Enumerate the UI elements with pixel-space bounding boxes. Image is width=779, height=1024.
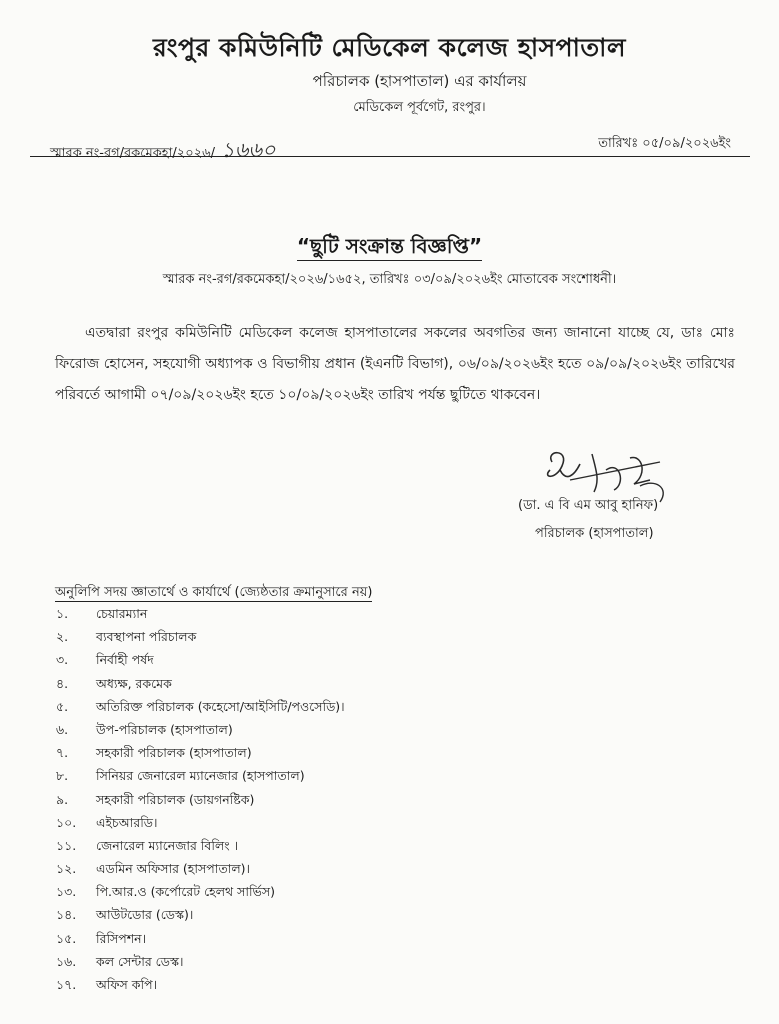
list-item-number: ৫.: [56, 698, 69, 714]
list-item: [56, 977, 345, 1000]
list-item-number: ১২.: [56, 861, 77, 877]
list-item: [56, 838, 345, 861]
list-item-text: অফিস কপি।: [96, 977, 158, 992]
list-item: [56, 699, 345, 722]
list-item-number: ১০.: [56, 814, 77, 830]
list-item-text: সিনিয়র জেনারেল ম্যানেজার (হাসপাতাল): [96, 768, 305, 784]
list-item-text: অতিরিক্ত পরিচালক (কহেসো/আইসিটি/পওসেডি)।: [96, 698, 345, 714]
list-item-number: ৪.: [56, 675, 69, 691]
list-item-number: ৬.: [56, 721, 69, 737]
list-item: [56, 907, 345, 930]
list-item-text: ব্যবস্থাপনা পরিচালক: [96, 629, 197, 645]
list-item-text: সহকারী পরিচালক (ডায়গনষ্টিক): [96, 791, 255, 807]
list-item-number: ৮.: [56, 768, 69, 784]
signatory-title: পরিচালক (হাসপাতাল): [535, 526, 654, 541]
list-item-text: জেনারেল ম্যানেজার বিলিং ।: [96, 837, 239, 853]
list-item: [56, 931, 345, 954]
list-item-number: ১৪.: [56, 907, 77, 923]
list-item: [56, 629, 345, 652]
header-divider: [30, 156, 750, 157]
list-item: [56, 676, 345, 699]
list-item-number: ১৫.: [56, 930, 77, 946]
list-item-text: পি.আর.ও (কর্পোরেট হেলথ সার্ভিস): [96, 884, 276, 900]
notice-subject: [0, 232, 779, 265]
memo-reference-handwritten: ১৬৬০: [220, 138, 276, 162]
list-item: [56, 792, 345, 815]
list-item-text: সহকারী পরিচালক (হাসপাতাল): [96, 745, 252, 761]
list-item: [56, 606, 345, 629]
list-item-number: ৩.: [56, 652, 69, 668]
list-item: [56, 884, 345, 907]
notice-body-text: এতদ্বারা রংপুর কমিউনিটি মেডিকেল কলেজ হাসপাতালের সকলের অবগতির জন্য জানানো যাচ্ছে যে, ডাঃ মোঃ ফিরোজ হোসেন, সহযোগী অধ্যাপক ও বিভাগীয় প্রধান (ইএনটি বিভাগ), ০৬/০৯/২০২৬ইং হতে ০৯/০৯/২০২৬ইং তারিখের পরিবর্তে আগামী ০৭/০৯/২০২৬ইং হতে ১০/০৯/২০২৬ইং তারিখ পর্যন্ত ছুটিতে থাকবেন।: [55, 325, 735, 403]
copy-to-heading-note: (জ্যেষ্ঠতার ক্রমানুসারে নয়): [234, 585, 373, 600]
memo-reference: [50, 134, 276, 169]
amendment-reference: স্মারক নং-রগ/রকমেকহা/২০২৬/১৬৫২, তারিখঃ ০৩/০৯/২০২৬ইং মোতাবেক সংশোধনী।: [162, 272, 617, 287]
list-item-text: নির্বাহী পর্ষদ: [96, 652, 154, 668]
list-item-number: ২.: [56, 629, 69, 645]
list-item-text: কল সেন্টার ডেস্ক।: [96, 953, 184, 969]
list-item-number: ১৩.: [56, 884, 77, 900]
list-item: [56, 954, 345, 977]
list-item-number: ১৬.: [56, 953, 77, 969]
list-item-text: রিসিপশন।: [96, 930, 147, 946]
copy-to-heading-text: অনুলিপি সদয় জ্ঞাতার্থে ও কার্যার্থে: [55, 585, 231, 600]
list-item-text: উপ-পরিচালক (হাসপাতাল): [96, 721, 233, 737]
office-name: পরিচালক (হাসপাতাল) এর কার্যালয়: [312, 72, 527, 90]
office-address: মেডিকেল পূর্বগেট, রংপুর।: [353, 100, 486, 115]
list-item: [56, 768, 345, 791]
signatory-name: (ডা. এ বি এম আবু হানিফ): [518, 498, 659, 513]
list-item-number: ৯.: [56, 791, 69, 807]
list-item: [56, 652, 345, 675]
notice-body: [55, 318, 735, 411]
list-item-number: ৭.: [56, 745, 69, 761]
copy-to-list: [56, 606, 345, 1000]
memo-date: তারিখঃ ০৫/০৯/২০২৬ইং: [598, 136, 731, 151]
list-item: [56, 861, 345, 884]
list-item-text: এইচআরডি।: [96, 814, 158, 830]
list-item-text: আউটডোর (ডেস্ক)।: [96, 907, 194, 923]
list-item-text: চেয়ারম্যান: [96, 606, 148, 621]
list-item-text: অধ্যক্ষ, রকমেক: [96, 675, 172, 691]
memo-reference-printed: স্মারক নং-রগ/রকমেকহা/২০২৬/: [50, 146, 215, 161]
hospital-name: রংপুর কমিউনিটি মেডিকেল কলেজ হাসপাতাল: [153, 33, 626, 62]
list-item-text: এডমিন অফিসার (হাসপাতাল)।: [96, 861, 251, 877]
copy-to-heading: [55, 583, 372, 604]
list-item-number: ১১.: [56, 837, 77, 853]
notice-subject-text: “ছুটি সংক্রান্ত বিজ্ঞপ্তি”: [297, 234, 482, 261]
list-item-number: ১.: [56, 606, 69, 621]
list-item: [56, 815, 345, 838]
list-item: [56, 745, 345, 768]
list-item: [56, 722, 345, 745]
list-item-number: ১৭.: [56, 977, 77, 992]
